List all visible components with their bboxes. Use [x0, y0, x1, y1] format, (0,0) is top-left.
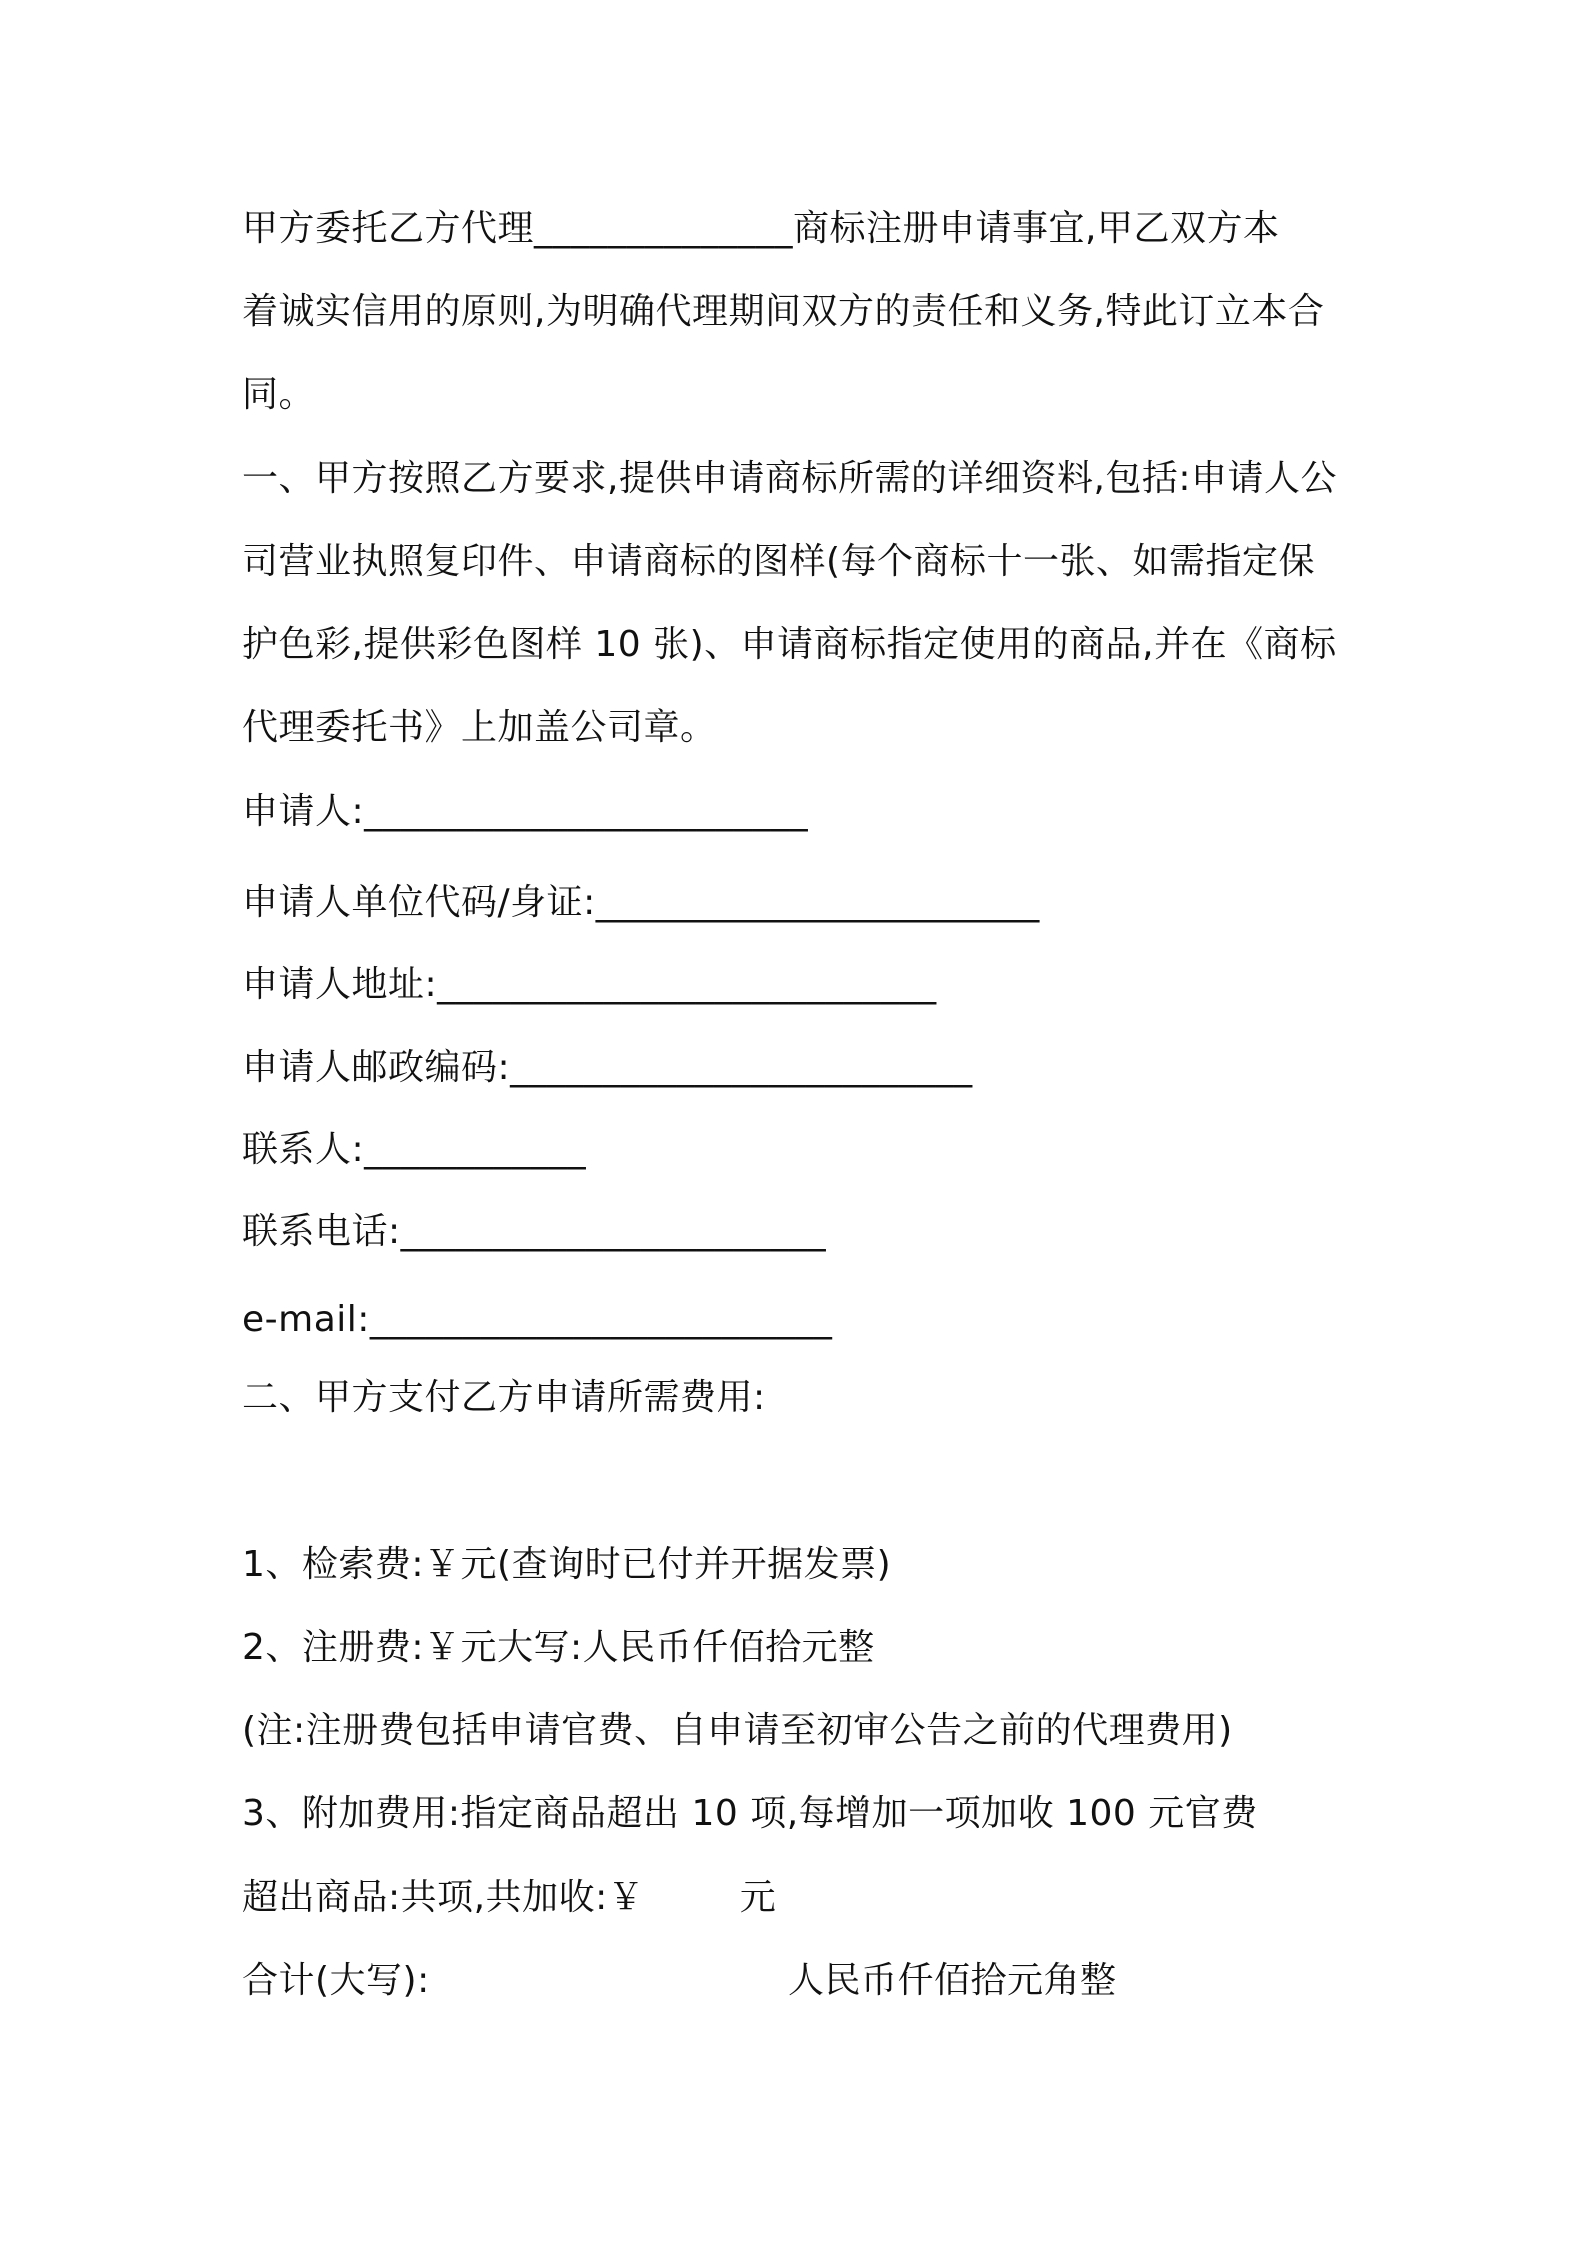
- field-applicant-code: 申请人单位代码/身证:________________________: [242, 882, 1040, 923]
- field-email: e-mail:_________________________: [242, 1299, 833, 1340]
- section1-line-3: 护色彩,提供彩色图样 10 张)、申请商标指定使用的商品,并在《商标: [242, 624, 1337, 665]
- section1-line-4: 代理委托书》上加盖公司章。: [242, 707, 717, 748]
- fee-item-search: 1、检索费:￥元(查询时已付并开据发票): [242, 1544, 892, 1585]
- fee-excess: 超出商品:共项,共加收:￥ 元: [242, 1877, 777, 1918]
- field-applicant-postcode: 申请人邮政编码:_________________________: [242, 1047, 973, 1088]
- intro-line-3: 同。: [242, 374, 316, 415]
- section1-line-2: 司营业执照复印件、申请商标的图样(每个商标十一张、如需指定保: [242, 541, 1316, 582]
- intro-line-1: 甲方委托乙方代理______________商标注册申请事宜,甲乙双方本: [242, 208, 1280, 249]
- intro-line-2: 着诚实信用的原则,为明确代理期间双方的责任和义务,特此订立本合: [242, 291, 1325, 332]
- field-applicant-address: 申请人地址:___________________________: [242, 964, 937, 1005]
- fee-item-additional: 3、附加费用:指定商品超出 10 项,每增加一项加收 100 元官费: [242, 1793, 1258, 1834]
- fee-total: 合计(大写): 人民币仟佰拾元角整: [242, 1960, 1117, 2001]
- field-applicant: 申请人:________________________: [242, 791, 809, 832]
- fee-item-registration: 2、注册费:￥元大写:人民币仟佰拾元整: [242, 1627, 875, 1668]
- section1-line-1: 一、甲方按照乙方要求,提供申请商标所需的详细资料,包括:申请人公: [242, 458, 1338, 499]
- field-contact-phone: 联系电话:_______________________: [242, 1211, 827, 1252]
- field-contact: 联系人:____________: [242, 1129, 587, 1170]
- section2-heading: 二、甲方支付乙方申请所需费用:: [242, 1377, 766, 1418]
- fee-note: (注:注册费包括申请官费、自申请至初审公告之前的代理费用): [242, 1710, 1233, 1751]
